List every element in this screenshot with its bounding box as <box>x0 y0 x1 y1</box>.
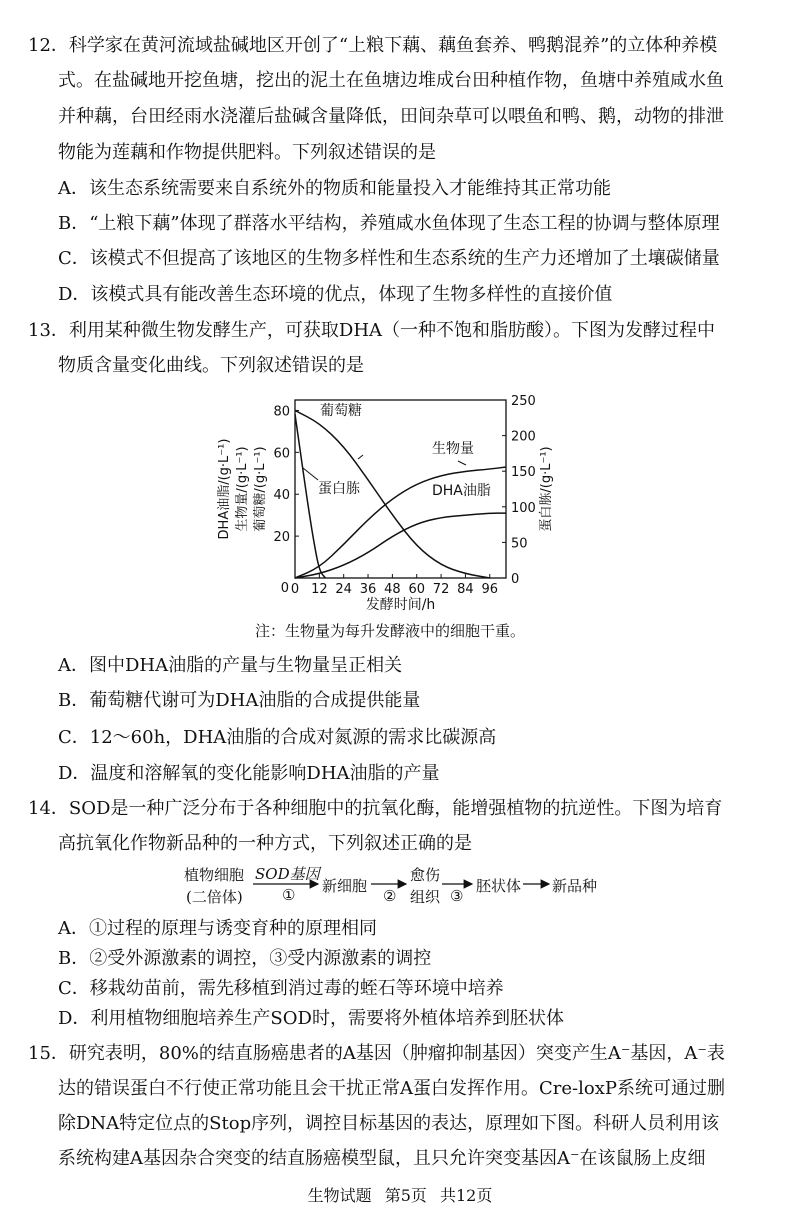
q12-line-3: 并种藕，台田经雨水浇灌后盐碱含量降低，田间杂草可以喂鱼和鸭、鹅，动物的排泄 <box>58 106 724 127</box>
q15-line-3: 除DNA特定位点的Stop序列，调控目标基因的表达，原理如下图。科研人员利用该 <box>58 1113 720 1134</box>
footer-page: 第5页 <box>384 1186 427 1205</box>
q14-option-a: A．①过程的原理与诱变育种的原理相同 <box>58 918 377 939</box>
series-label: DHA油脂 <box>432 483 491 499</box>
q15-line-1: 15．研究表明，80%的结直肠癌患者的A基因（肿瘤抑制基因）突变产生A⁻基因，A⁻表 <box>28 1043 725 1064</box>
series-label: 蛋白胨 <box>318 481 360 497</box>
x-tick-label: 60 <box>408 582 426 597</box>
q12-option-d: D．该模式具有能改善生态环境的优点，体现了生物多样性的直接价值 <box>58 284 613 305</box>
series-label: 葡萄糖 <box>320 403 362 419</box>
q13-option-a: A．图中DHA油脂的产量与生物量呈正相关 <box>58 655 403 676</box>
flow-arrow-3-number: ③ <box>450 887 464 905</box>
y-left-title: 葡萄糖/(g·L⁻¹) <box>253 446 268 532</box>
y-left-title: 生物量/(g·L⁻¹) <box>235 446 250 532</box>
flow-node-diploid: (二倍体) <box>186 888 243 906</box>
flow-node-callus-2: 组织 <box>410 888 441 906</box>
series-label: 生物量 <box>432 441 474 457</box>
q12-option-a: A．该生态系统需要来自系统外的物质和能量投入才能维持其正常功能 <box>58 178 611 199</box>
y-right-title: 蛋白胨/(g·L⁻¹) <box>539 446 554 532</box>
x-tick-label: 36 <box>359 582 377 597</box>
q14-option-d: D．利用植物细胞培养生产SOD时，需要将外植体培养到胚状体 <box>58 1008 564 1029</box>
y-left-tick-label: 20 <box>273 530 290 546</box>
flow-node-new-variety: 新品种 <box>552 877 598 895</box>
flow-arrow-2-number: ② <box>383 887 397 905</box>
footer-total: 共12页 <box>440 1186 493 1205</box>
q14-line-1: 14．SOD是一种广泛分布于各种细胞中的抗氧化酶，能增强植物的抗逆性。下图为培育 <box>28 798 723 819</box>
q13-line-1: 13．利用某种微生物发酵生产，可获取DHA（一种不饱和脂肪酸）。下图为发酵过程中 <box>28 320 716 341</box>
x-axis-title: 发酵时间/h <box>365 597 436 613</box>
q14-option-b: B．②受外源激素的调控，③受内源激素的调控 <box>58 948 432 969</box>
x-tick-label: 96 <box>481 582 499 597</box>
chart-note: 注：生物量为每升发酵液中的细胞干重。 <box>255 622 526 640</box>
flow-node-new-cell: 新细胞 <box>322 877 368 895</box>
q12-line-1: 12．科学家在黄河流域盐碱地区开创了“上粮下藕、藕鱼套养、鸭鹅混养”的立体种养模 <box>28 35 718 56</box>
x-tick-label: 84 <box>457 582 474 597</box>
y-right-tick-label: 250 <box>511 394 536 409</box>
y-left-title: DHA油脂/(g·L⁻¹) <box>217 438 232 540</box>
y-right-tick-label: 100 <box>511 500 536 516</box>
flow-node-callus-1: 愈伤 <box>410 866 441 884</box>
flow-node-embryoid: 胚状体 <box>476 877 522 895</box>
origin-label: 0 <box>280 581 289 596</box>
q15-line-4: 系统构建A基因杂合突变的结直肠癌模型鼠，且只允许突变基因A⁻在该鼠肠上皮细 <box>58 1148 706 1169</box>
q12-line-4: 物能为莲藕和作物提供肥料。下列叙述错误的是 <box>58 142 436 163</box>
flow-arrow-1-label: SOD基因 <box>255 865 320 883</box>
y-right-tick-label: 200 <box>511 429 536 445</box>
q14-line-2: 高抗氧化作物新品种的一种方式，下列叙述正确的是 <box>58 833 472 854</box>
x-tick-label: 48 <box>384 582 401 597</box>
q13-option-c: C．12～60h，DHA油脂的合成对氮源的需求比碳源高 <box>58 727 497 748</box>
y-left-tick-label: 80 <box>273 404 290 420</box>
q13-option-b: B．葡萄糖代谢可为DHA油脂的合成提供能量 <box>58 690 421 711</box>
x-tick-label: 24 <box>335 582 352 597</box>
page-footer <box>0 1183 800 1206</box>
y-right-tick-label: 50 <box>511 536 528 552</box>
x-tick-label: 0 <box>290 582 300 597</box>
q13-line-2: 物质含量变化曲线。下列叙述错误的是 <box>58 355 364 376</box>
q15-line-2: 达的错误蛋白不行使正常功能且会干扰正常A蛋白发挥作用。Cre-loxP系统可通过删 <box>58 1078 725 1099</box>
x-tick-label: 72 <box>432 582 450 597</box>
flow-arrow-1-number: ① <box>282 886 296 904</box>
q13-option-d: D．温度和溶解氧的变化能影响DHA油脂的产量 <box>58 763 440 784</box>
q14-option-c: C．移栽幼苗前，需先移植到消过毒的蛭石等环境中培养 <box>58 978 504 999</box>
q12-option-c: C．该模式不但提高了该地区的生物多样性和生态系统的生产力还增加了土壤碳储量 <box>58 248 720 269</box>
y-right-tick-label: 150 <box>511 465 536 481</box>
q12-option-b: B．“上粮下藕”体现了群落水平结构，养殖咸水鱼体现了生态工程的协调与整体原理 <box>58 213 720 234</box>
y-left-tick-label: 40 <box>273 488 290 504</box>
footer-subject: 生物试题 <box>307 1186 372 1205</box>
x-tick-label: 12 <box>311 582 328 597</box>
flow-node-plant-cell: 植物细胞 <box>184 866 245 884</box>
y-right-tick-label: 0 <box>511 572 520 587</box>
y-left-tick-label: 60 <box>273 446 290 462</box>
q12-line-2: 式。在盐碱地开挖鱼塘，挖出的泥土在鱼塘边堆成台田种植作物，鱼塘中养殖咸水鱼 <box>58 70 724 91</box>
